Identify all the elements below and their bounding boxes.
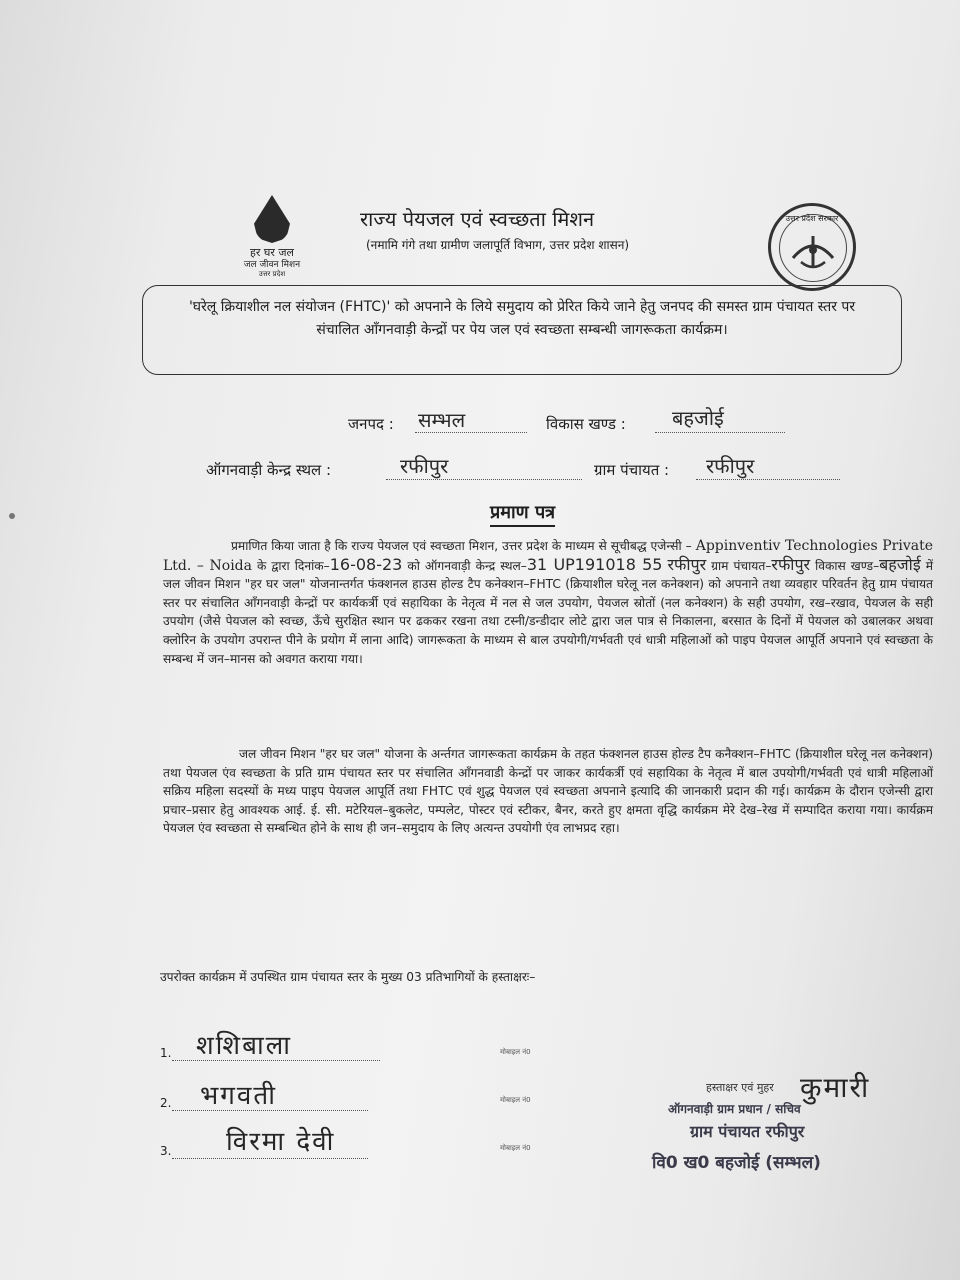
participants-intro: उपरोक्त कार्यक्रम में उपस्थित ग्राम पंचायत स्तर के मुख्य 03 प्रतिभागियों के हस्ताक्षरः–: [160, 970, 536, 984]
gram-panchayat-inline: रफीपुर: [771, 554, 811, 574]
certificate-heading: प्रमाण पत्र: [490, 500, 555, 527]
stamp-line-2: ऑगनवाड़ी ग्राम प्रधान / सचिव: [668, 1102, 801, 1116]
paper-mark: [9, 513, 15, 519]
anganwadi-place: रफीपुर: [667, 554, 707, 574]
stamp-line-4: वि0 ख0 बहजोई (सम्भल): [652, 1153, 821, 1173]
anganwadi-label: ऑगनवाड़ी केन्द्र स्थल :: [206, 461, 332, 479]
signature-1-name: शशिबाला: [196, 1031, 293, 1061]
signature-1-mobile: मोबाइल नं0: [500, 1048, 531, 1056]
janpad-value: सम्भल: [418, 408, 466, 432]
stamp-line-1: हस्ताक्षर एवं मुहर: [706, 1081, 774, 1094]
anganwadi-code: 31 UP191018 55: [526, 554, 663, 574]
signature-3-number: 3.: [160, 1144, 172, 1158]
janpad-label: जनपद :: [348, 415, 394, 433]
vikas-khand-value: बहजोई: [672, 406, 724, 430]
certificate-paragraph-2: जल जीवन मिशन "हर घर जल" योजना के अर्न्तगत जागरूकता कार्यक्रम के तहत फंक्शनल हाउस होल्ड टैप कनैक्शन–FHTC (क्रियाशील घरेलू नल कनेक्शन) तथा पेयजल एंव स्वच्छता के प्रति ग्राम पंचायत स्तर पर संचालित आँगनवाडी केन्द्रों पर जाकर कार्यकर्त्री एवं सहायिका के नेतृत्व में बाल उपयोगी/गर्भवती एवं धात्री महिलाओं सक्रिय महिला सदस्यों के मध्य पाइप पेयजल आपूर्ति तथा FHTC एवं शुद्ध पेयजल एवं स्वच्छता अपनाने इत्यादि की जानकारी प्रदान की गई। कार्यक्रम के दौरान एजेन्सी द्वारा प्रचार–प्रसार हेतु आवश्यक आई. ई. सी. मटेरियल–बुकलेट, पम्पलेट, पोस्टर एवं स्टीकर, बैनर, करते हुए क्षमता वृद्धि कार्यक्रम मेरे देख–रेख में सम्पादित कराया गया। कार्यक्रम पेयजल एंव स्वच्छता से सम्बन्धित होने के साथ ही जन–समुदाय के लिए अत्यन्त उपयोगी एंव लाभप्रद रहा।: [163, 747, 933, 836]
program-date: 16-08-23: [329, 554, 403, 574]
mission-title: राज्य पेयजल एवं स्वच्छता मिशन: [360, 207, 595, 231]
seal-text: उत्तर प्रदेश सरकार: [785, 214, 839, 223]
signature-2-number: 2.: [160, 1096, 172, 1110]
logo-line-3: उत्तर प्रदेश: [258, 270, 286, 278]
block-inline: बहजोई: [879, 554, 921, 574]
water-drop-icon: [254, 195, 290, 243]
signature-2-mobile: मोबाइल नं0: [500, 1096, 531, 1104]
up-government-seal: [768, 203, 856, 291]
signature-2-name: भगवती: [200, 1081, 277, 1111]
mission-subtitle: (नमामि गंगे तथा ग्रामीण जलापूर्ति विभाग, उत्तर प्रदेश शासन): [366, 238, 630, 252]
signature-3-name: विरमा देवी: [226, 1127, 336, 1157]
vikas-khand-label: विकास खण्ड :: [546, 415, 626, 433]
agency-name: Appinventiv Technologies Private Ltd. – Noida: [163, 538, 933, 574]
har-ghar-jal-logo: [232, 195, 312, 279]
official-signature: कुमारी: [800, 1071, 871, 1104]
seal-emblem-icon: [789, 228, 837, 272]
program-banner: 'घरेलू क्रियाशील नल संयोजन (FHTC)' को अपनाने के लिये समुदाय को प्रेरित किये जाने हेतु जनपद की समस्त ग्राम पंचायत स्तर पर संचालित आँगनवाड़ी केन्द्रों पर पेय जल एवं स्वच्छता सम्बन्धी जागरूकता कार्यक्रम।: [142, 285, 902, 375]
stamp-line-3: ग्राम पंचायत रफीपुर: [690, 1122, 805, 1141]
certificate-paragraph-1: प्रमाणित किया जाता है कि राज्य पेयजल एवं स्वच्छता मिशन, उत्तर प्रदेश के माध्यम से सूचीबद्ध एजेन्सी – Appinventiv Technologies Private Ltd. – Noida के द्वारा दिनांक–16-08-23 को ऑगनवाड़ी केन्द्र स्थल–31 UP191018 55 रफीपुर ग्राम पंचायत–रफीपुर विकास खण्ड–बहजोई में जल जीवन मिशन "हर घर जल" योजनान्तर्गत फंक्शनल हाउस होल्ड टैप कनेक्शन–FHTC (क्रियाशील घरेलू नल कनेक्शन) को अपनाने तथा व्यवहार परिवर्तन हेतु ग्राम पंचायत स्तर पर संचालित आँगनवाड़ी केन्द्रों पर कार्यकर्त्री एवं सहायिका के नेतृत्व में नल से जल उपयोग, पेयजल स्रोतों (नल कनेक्शन) के सही उपयोग, रख–रखाव, पेयजल के सही उपयोग (जैसे पेयजल को स्वच्छ, ऊँचे सुरक्षित स्थान पर ढककर रखना तथा टस्नी/डन्डीदार लोटे द्वारा जल पात्र से निकालना, बरसात के दिनों में पेयजल को उबालकर अथवा क्लोरिन के उपयोग उपरान्त पीने के प्रयोग में लाना आदि) जागरूकता के माध्यम से बाल उपयोगी/गर्भवती एवं धात्री महिलाओं को पाइप पेयजल आपूर्ति अपनाने एवं स्वच्छता के सम्बन्ध में जन–मानस को अवगत कराया गया।: [163, 538, 933, 666]
signature-3-mobile: मोबाइल नं0: [500, 1144, 531, 1152]
gram-panchayat-value: रफीपुर: [706, 454, 755, 478]
signature-1-number: 1.: [160, 1046, 172, 1060]
logo-line-2: जल जीवन मिशन: [243, 260, 301, 270]
gram-panchayat-label: ग्राम पंचायत :: [594, 461, 670, 479]
anganwadi-value: रफीपुर: [400, 454, 449, 478]
logo-line-1: हर घर जल: [250, 246, 294, 259]
